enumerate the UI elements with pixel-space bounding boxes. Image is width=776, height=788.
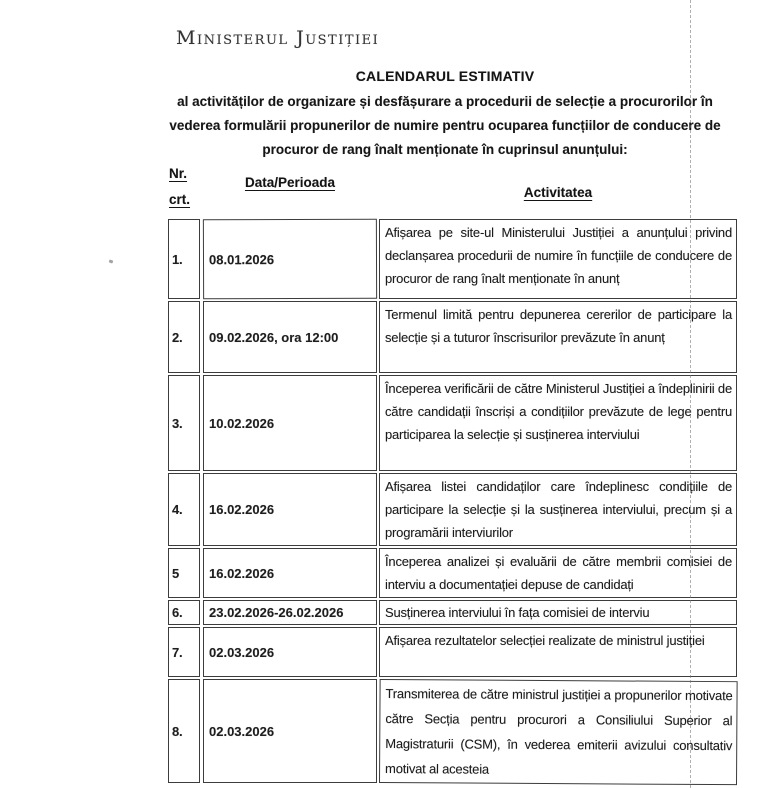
- row-date: 08.01.2026: [203, 219, 377, 300]
- row-nr: 7.: [168, 627, 200, 677]
- subtitle-line: al activităților de organizare și desfășurare a procedurii de selecție a procurorilor în: [177, 94, 713, 109]
- row-activity: Transmiterea de către ministrul justiției a propunerilor motivate către Secția pentru procurori a Consiliului Superior al Magistraturii (CSM), în vederea emiterii avizului consultativ motivat al acesteia: [379, 679, 738, 785]
- table-row: [168, 600, 740, 625]
- row-nr: 3.: [168, 375, 200, 471]
- document-subtitle: [114, 90, 776, 162]
- row-date: 09.02.2026, ora 12:00: [203, 301, 377, 373]
- row-nr: 4.: [168, 473, 200, 546]
- table-row: [168, 219, 740, 299]
- row-nr: 8.: [168, 679, 200, 783]
- row-activity: Afișarea rezultatelor selecției realizate de ministrul justiției: [379, 627, 737, 677]
- column-header-activity: Activitatea: [523, 185, 593, 200]
- row-activity: Afișarea pe site-ul Ministerului Justiției a anunțului privind declanșarea procedurii de numire în funcțiile de conducere de procuror de rang înalt menționate în anunț: [379, 219, 737, 299]
- fold-line-artifact: [690, 0, 691, 788]
- scan-speck: [109, 259, 114, 263]
- ministry-logo: Ministerul Justiției: [176, 27, 380, 49]
- column-header-date: Data/Perioada: [244, 175, 336, 190]
- row-nr: 1.: [168, 219, 200, 299]
- row-activity: Termenul limită pentru depunerea cererilor de participare la selecție și a tuturor înscrisurilor prevăzute în anunț: [379, 301, 737, 373]
- row-activity: Afișarea listei candidaților care îndeplinesc condițiile de participare la selecție și la susținerea interviului, precum și a programării interviurilor: [379, 473, 737, 546]
- row-nr: 2.: [168, 301, 200, 373]
- subtitle-line: vederea formulării propunerilor de numire pentru ocuparea funcțiilor de conducere de: [169, 118, 721, 133]
- table-row: [168, 548, 740, 598]
- row-activity: Susținerea interviului în fața comisiei de interviu: [379, 600, 737, 625]
- row-date: 02.03.2026: [203, 627, 377, 677]
- row-date: 10.02.2026: [203, 375, 377, 471]
- table-row: [168, 375, 740, 471]
- row-date: 23.02.2026-26.02.2026: [203, 600, 377, 625]
- column-header-nr-line2: crt.: [169, 192, 191, 207]
- row-date: 02.03.2026: [203, 679, 377, 783]
- calendar-table: [168, 219, 740, 785]
- row-date: 16.02.2026: [203, 548, 377, 598]
- subtitle-line: procuror de rang înalt menționate în cuprinsul anunțului:: [262, 142, 628, 157]
- row-activity: Începerea analizei și evaluării de către membrii comisiei de interviu a documentației depuse de candidați: [379, 548, 737, 598]
- row-nr: 6.: [168, 600, 200, 625]
- table-row: [168, 301, 740, 373]
- column-header-nr-line1: Nr.: [169, 166, 188, 181]
- table-row: [168, 627, 740, 677]
- document-header: [114, 68, 776, 162]
- row-nr: 5: [168, 548, 200, 598]
- table-row: [168, 473, 740, 546]
- table-row: [168, 679, 740, 783]
- row-date: 16.02.2026: [203, 473, 377, 546]
- document-title: CALENDARUL ESTIMATIV: [355, 68, 535, 84]
- row-activity: Începerea verificării de către Ministerul Justiției a îndeplinirii de către candidații înscriși a condițiilor prevăzute de lege pentru participarea la selecție și susținerea interviului: [379, 375, 737, 471]
